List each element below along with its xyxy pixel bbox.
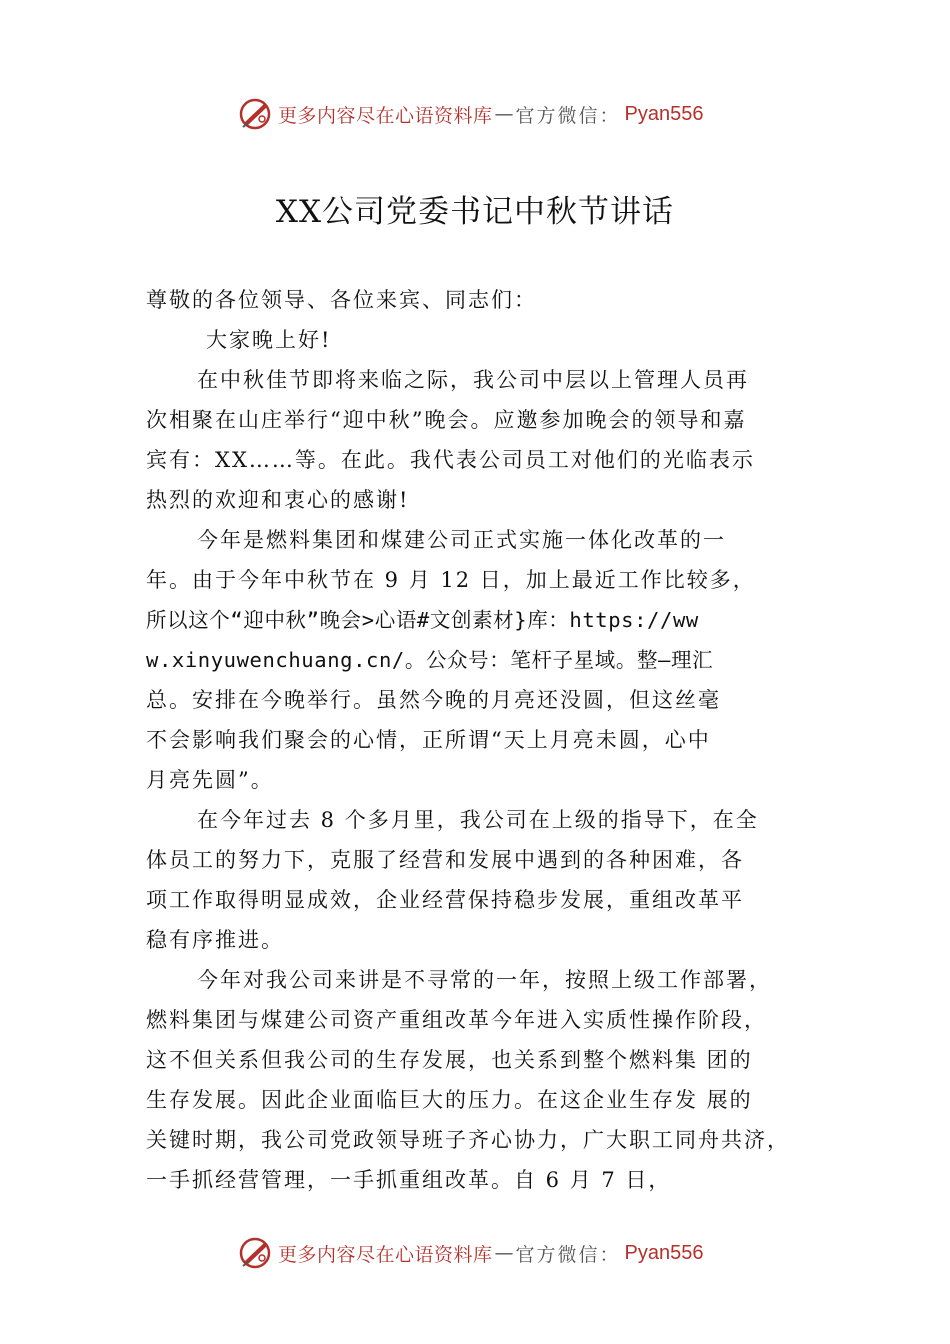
paragraph-line: 总。安排在今晚举行。虽然今晚的月亮还没圆，但这丝毫: [146, 688, 721, 712]
watermark-wechat-id: Pyan556: [624, 1241, 704, 1264]
watermark-label: 官方微信：: [515, 104, 621, 127]
watermark-label: 官方微信：: [515, 1243, 621, 1266]
paragraph-line: 所以这个“迎中秋”晚会>心语#文创素材}库：https://ww: [146, 608, 699, 632]
paragraph-line: 生存发展。因此企业面临巨大的压力。在这企业生存发 展的: [146, 1088, 753, 1112]
paragraph-line: 宾有：XX……等。在此。我代表公司员工对他们的光临表示: [146, 448, 755, 472]
page-title: XX公司党委书记中秋节讲话: [275, 194, 675, 230]
watermark-footer: [238, 1235, 704, 1271]
watermark-wechat-id: Pyan556: [624, 102, 704, 125]
paragraph-line: 稳有序推进。: [146, 928, 284, 952]
paragraph-line: 次相聚在山庄举行“迎中秋”晚会。应邀参加晚会的领导和嘉: [146, 408, 747, 432]
paragraph-line: w.xinyuwenchuang.cn/。公众号：笔杆子星域。整—理汇: [146, 648, 714, 672]
watermark-text: 更多内容尽在心语资料库: [278, 1243, 493, 1266]
logo-icon: [238, 97, 272, 131]
paragraph-line: 在中秋佳节即将来临之际，我公司中层以上管理人员再: [197, 368, 749, 392]
paragraph-line: 月亮先圆”。: [146, 768, 274, 792]
paragraph-line: 体员工的努力下，克服了经营和发展中遇到的各种困难，各: [146, 848, 744, 872]
paragraph-line: 热烈的欢迎和衷心的感谢!: [146, 488, 410, 512]
paragraph-line: 这不但关系但我公司的生存发展，也关系到整个燃料集 团的: [146, 1048, 753, 1072]
logo-icon: [238, 1236, 272, 1270]
watermark-separator: —: [494, 103, 514, 125]
paragraph-line: 今年对我公司来讲是不寻常的一年，按照上级工作部署，: [197, 968, 772, 992]
paragraph-line: 项工作取得明显成效，企业经营保持稳步发展，重组改革平: [146, 888, 744, 912]
watermark-header: [238, 96, 704, 132]
paragraph-line: 年。由于今年中秋节在 9 月 12 日，加上最近工作比较多，: [146, 568, 756, 592]
greeting: 大家晚上好!: [206, 328, 332, 352]
paragraph-line: 关键时期，我公司党政领导班子齐心协力，广大职工同舟共济，: [146, 1128, 790, 1152]
document-body: [146, 280, 846, 1200]
paragraph-line: 不会影响我们聚会的心情，正所谓“天上月亮未圆，心中: [146, 728, 711, 752]
paragraph-line: 燃料集团与煤建公司资产重组改革今年进入实质性操作阶段，: [146, 1008, 767, 1032]
paragraph-line: 一手抓经营管理，一手抓重组改革。自 6 月 7 日，: [146, 1168, 672, 1192]
paragraph-line: 在今年过去 8 个多月里，我公司在上级的指导下，在全: [197, 808, 759, 832]
paragraph-line: 今年是燃料集团和煤建公司正式实施一体化改革的一: [197, 528, 726, 552]
watermark-text: 更多内容尽在心语资料库: [278, 104, 493, 127]
watermark-separator: —: [494, 1242, 514, 1264]
salutation: 尊敬的各位领导、各位来宾、同志们：: [146, 288, 537, 312]
